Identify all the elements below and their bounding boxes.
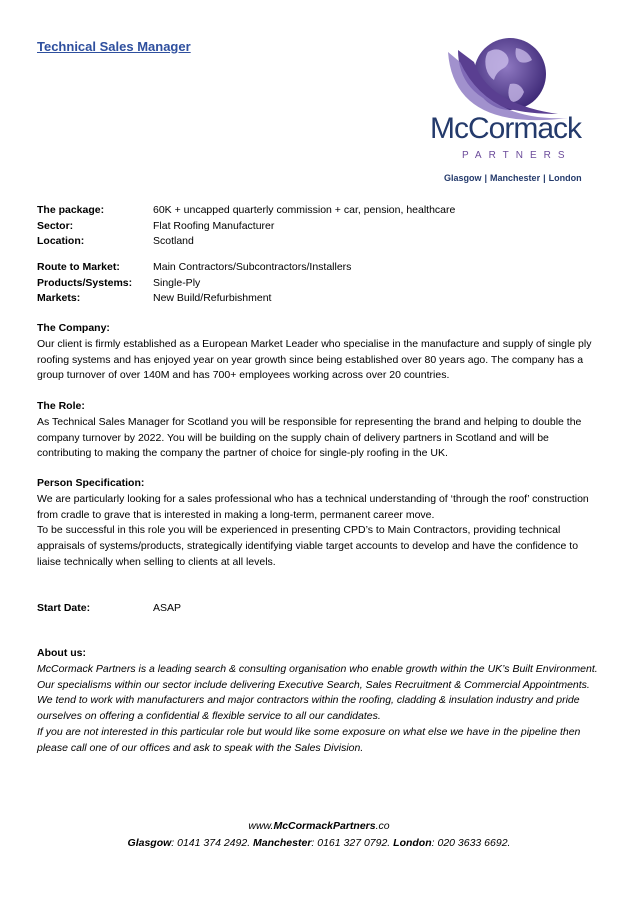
logo-city-london: London: [548, 173, 582, 183]
logo-cities: Glasgow | Manchester | London: [444, 173, 582, 183]
logo-city-glasgow: Glasgow: [444, 173, 482, 183]
detail-label: Start Date:: [37, 602, 91, 614]
detail-label: Markets:: [37, 292, 81, 304]
footer-glasgow-phone: : 0141 374 2492.: [171, 837, 254, 849]
detail-value: Flat Roofing Manufacturer: [153, 219, 275, 232]
person-spec-section: [37, 476, 603, 571]
detail-row: [37, 219, 455, 235]
detail-value: ASAP: [153, 602, 182, 614]
detail-label: The package:: [37, 204, 105, 216]
detail-label: Sector:: [37, 219, 74, 232]
detail-row: [37, 276, 351, 292]
section-text: Our client is firmly established as a European Market Leader who specialise in the manufacture and supply of single ply roofing systems and has enjoyed year on year growth since being established over 80 years ago. The company has a group turnover of over 140M and has 700+ employees working across over 20 countries.: [37, 337, 592, 382]
section-heading: The Company:: [37, 322, 110, 334]
logo-city-manchester: Manchester: [490, 173, 541, 183]
section-heading: About us:: [37, 647, 86, 659]
footer-web-name[interactable]: McCormackPartners: [273, 820, 376, 832]
detail-row: [37, 234, 455, 250]
footer-manchester-label: Manchester: [253, 837, 312, 849]
footer-website: [0, 818, 638, 834]
about-section: [37, 646, 603, 757]
details-group-package: [37, 203, 455, 250]
footer-web-prefix: www.: [248, 820, 274, 832]
detail-label: Route to Market:: [37, 261, 120, 273]
company-section: [37, 321, 603, 384]
detail-value: New Build/Refurbishment: [153, 292, 272, 304]
section-text: To be successful in this role you will be experienced in presenting CPD’s to Main Contractors, providing technical appraisals of systems/products, strategically identifying viable target accounts to develop and have the confidence to liaise technically when selling to clients at all levels.: [37, 524, 579, 568]
page-title: Technical Sales Manager: [37, 39, 191, 54]
role-section: [37, 399, 603, 462]
footer-manchester-phone: : 0161 327 0792.: [311, 837, 394, 849]
section-text: McCormack Partners is a leading search & consulting organisation who enable growth within the UK’s Built Environment. Our specialisms within our sector include delivering Executive Search, Sales Recruitment & Commercial Appointments. We tend to work with manufacturers and major contractors within the roofing, cladding & insulation industry and pride ourselves on offering a confidential & flexible service to all our candidates.: [37, 662, 598, 723]
section-heading: Person Specification:: [37, 477, 145, 489]
detail-label: Location:: [37, 235, 85, 247]
globe-logo-icon: [418, 22, 598, 188]
detail-value: 60K + uncapped quarterly commission + car, pension, healthcare: [153, 204, 456, 216]
detail-label: Products/Systems:: [37, 276, 133, 289]
detail-value: Scotland: [153, 235, 194, 247]
footer-web-suffix: .co: [375, 820, 390, 832]
detail-value: Single-Ply: [153, 276, 201, 289]
section-text: If you are not interested in this particular role but would like some exposure on what else we have in the pipeline then please call one of our offices and ask to speak with the Sales Division.: [37, 725, 581, 754]
footer-glasgow-label: Glasgow: [127, 837, 172, 849]
detail-row: [37, 291, 351, 307]
detail-row: [37, 260, 351, 276]
footer-phones: [0, 835, 638, 851]
section-heading: The Role:: [37, 400, 85, 412]
logo-wordmark: McCormack: [430, 112, 582, 145]
details-group-market: [37, 260, 351, 307]
section-text: We are particularly looking for a sales professional who has a technical understanding of ‘through the roof’ construction from cradle to grave that is interested in making a long-term, permanent career move.: [37, 492, 589, 521]
start-date-row: [37, 601, 181, 617]
detail-row: [37, 203, 455, 219]
footer-london-label: London: [393, 837, 432, 849]
logo-subtitle: PARTNERS: [462, 150, 572, 161]
detail-row: [37, 601, 181, 617]
footer-london-phone: : 020 3633 6692.: [431, 837, 511, 849]
detail-value: Main Contractors/Subcontractors/Installers: [153, 261, 352, 273]
section-text: As Technical Sales Manager for Scotland you will be responsible for representing the brand and helping to double the company turnover by 2022. You will be building on the supply chain of delivery partners in Scotland and will be contributing to making the company the partner of choice for single-ply roofing in the UK.: [37, 415, 582, 460]
